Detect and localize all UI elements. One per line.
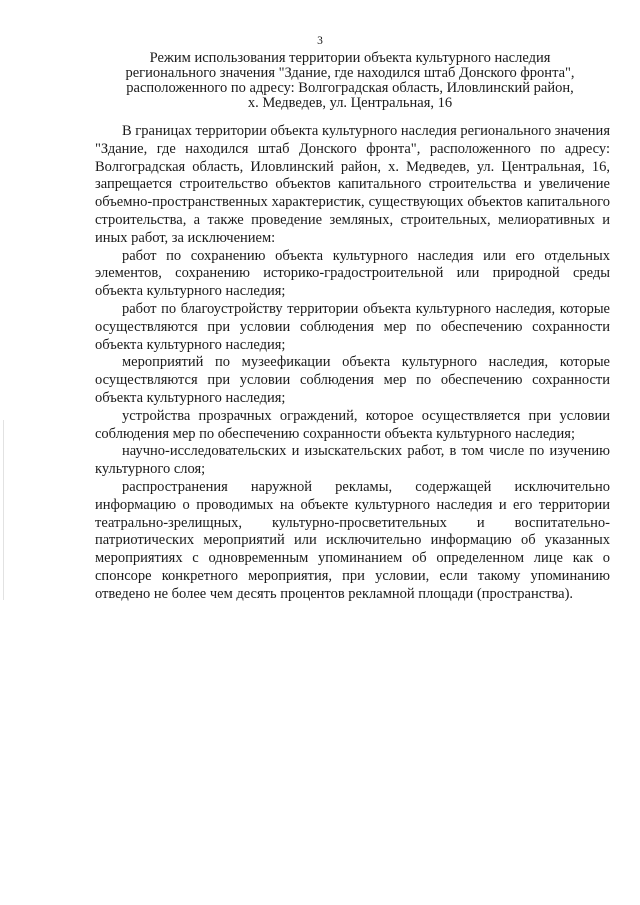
body-paragraph-landscaping-works: работ по благоустройству территории объекта культурного наследия, которые осуществляются при условии соблюдения мер по обеспечению сохранности объекта культурного наследия;: [95, 300, 610, 353]
heading-line: Режим использования территории объекта культурного наследия: [149, 50, 551, 66]
heading-line: расположенного по адресу: Волгоградская область, Иловлинский район,: [126, 80, 574, 96]
body-paragraph-museumification: мероприятий по музеефикации объекта культурного наследия, которые осуществляются при условии соблюдения мер по обеспечению сохранности объекта культурного наследия;: [95, 354, 610, 406]
body-paragraph-research-works: научно-исследовательских и изыскательских работ, в том числе по изучению культурного слоя;: [95, 443, 610, 478]
heading-line: регионального значения "Здание, где находился штаб Донского фронта",: [125, 65, 575, 81]
document-heading: [80, 51, 620, 111]
body-paragraph-outdoor-advertising: распространения наружной рекламы, содержащей исключительно информацию о проводимых на объекте культурного наследия и его территории театрально-зрелищных, культурно-просветительных и воспитательно-патриотических мероприятий или исключительно информацию об указанных мероприятиях с одновременным упоминанием об определенном лице как о спонсоре конкретного мероприятия, при условии, если такому упоминанию отведено не более чем десять процентов рекламной площади (пространства).: [95, 478, 610, 602]
document-body: [95, 123, 610, 604]
body-paragraph-transparent-fences: устройства прозрачных ограждений, которое осуществляется при условии соблюдения мер по обеспечению сохранности объекта культурного наследия;: [95, 407, 610, 442]
heading-line: х. Медведев, ул. Центральная, 16: [247, 95, 453, 111]
body-paragraph-intro: В границах территории объекта культурного наследия регионального значения "Здание, где находился штаб Донского фронта", расположенного по адресу: Волгоградская область, Иловлинский район, х. Медведев, ул. Центральная, 16, запрещается строительство объектов капитального строительства и увеличение объемно-пространственных характеристик, существующих объектов капитального строительства, а также проведение земляных, строительных, мелиоративных и иных работ, за исключением:: [95, 123, 610, 246]
body-paragraph-preservation-works: работ по сохранению объекта культурного наследия или его отдельных элементов, сохранению историко-градостроительной или природной среды объекта культурного наследия;: [95, 247, 610, 300]
page-number: 3: [317, 35, 323, 47]
scan-margin-line: [3, 420, 4, 600]
